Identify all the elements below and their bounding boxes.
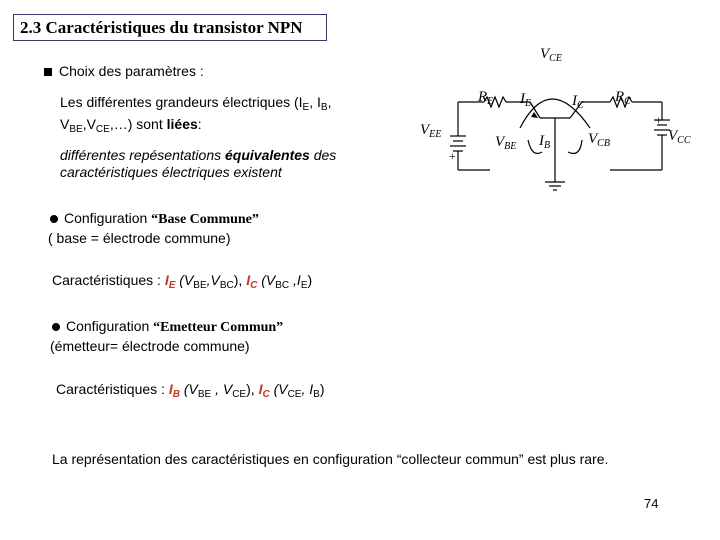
grandeurs-text: Les différentes grandeurs électriques ($I_E$, $I_B$, $V_{BE},V_{CE},\dots$) sont liées: [60,94,332,135]
square-bullet-icon [44,68,52,76]
npn-circuit-diagram [410,40,710,200]
choix-heading-text: Choix des paramètres : [59,63,204,79]
round-bullet-icon [52,323,60,331]
vcc-plus-sign: + [655,113,662,127]
slide-title-text: 2.3 Caractéristiques du transistor NPN [20,18,303,37]
round-bullet-icon [50,215,58,223]
vee-plus-sign: + [449,149,456,163]
label-ib: $I_B$ [539,133,551,151]
label-vcb: $V_{CB}$ [588,131,610,149]
label-re: $R_E$ [478,89,494,107]
slide-title [13,14,327,41]
page-number: 74 [644,496,659,511]
label-vbe: $V_{BE}$ [495,134,517,152]
config-emetteur-commun-desc: (émetteur= électrode commune) [50,338,250,354]
representations-text: différentes repésentations équivalentes des caractéristiques électriques existent [60,147,337,180]
label-vce: $V_{CE}$ [540,46,562,64]
label-ie: $I_E$ [520,91,532,109]
choix-heading [44,63,204,79]
label-vee: $V_{EE}$ [420,122,442,140]
config-base-commune-desc: ( base = électrode commune) [48,230,231,246]
vcb-arrow [568,140,582,154]
carac-emetteur-commun: Caractéristiques : $I_B$ ($V_{BE}$ , $V_{CE}$), $I_C$ ($V_{CE}$, $I_B$) [56,381,325,400]
carac-base-commune: Caractéristiques : $I_E$ $(V_{BE},V_{BC})$, $I_C$ ($V_{BC}$ $,I_E$) [52,272,313,291]
config-emetteur-commun: Configuration “Emetteur Commun” [52,318,283,336]
label-vcc: $V_{CC}$ [668,128,691,146]
collecteur-commun-note: La représentation des caractéristiques en configuration “collecteur commun” est plus rare. [52,451,609,467]
label-ic: $I_C$ [572,93,584,111]
config-base-commune: Configuration “Base Commune” [50,210,259,228]
label-rc: $R_C$ [615,89,631,107]
